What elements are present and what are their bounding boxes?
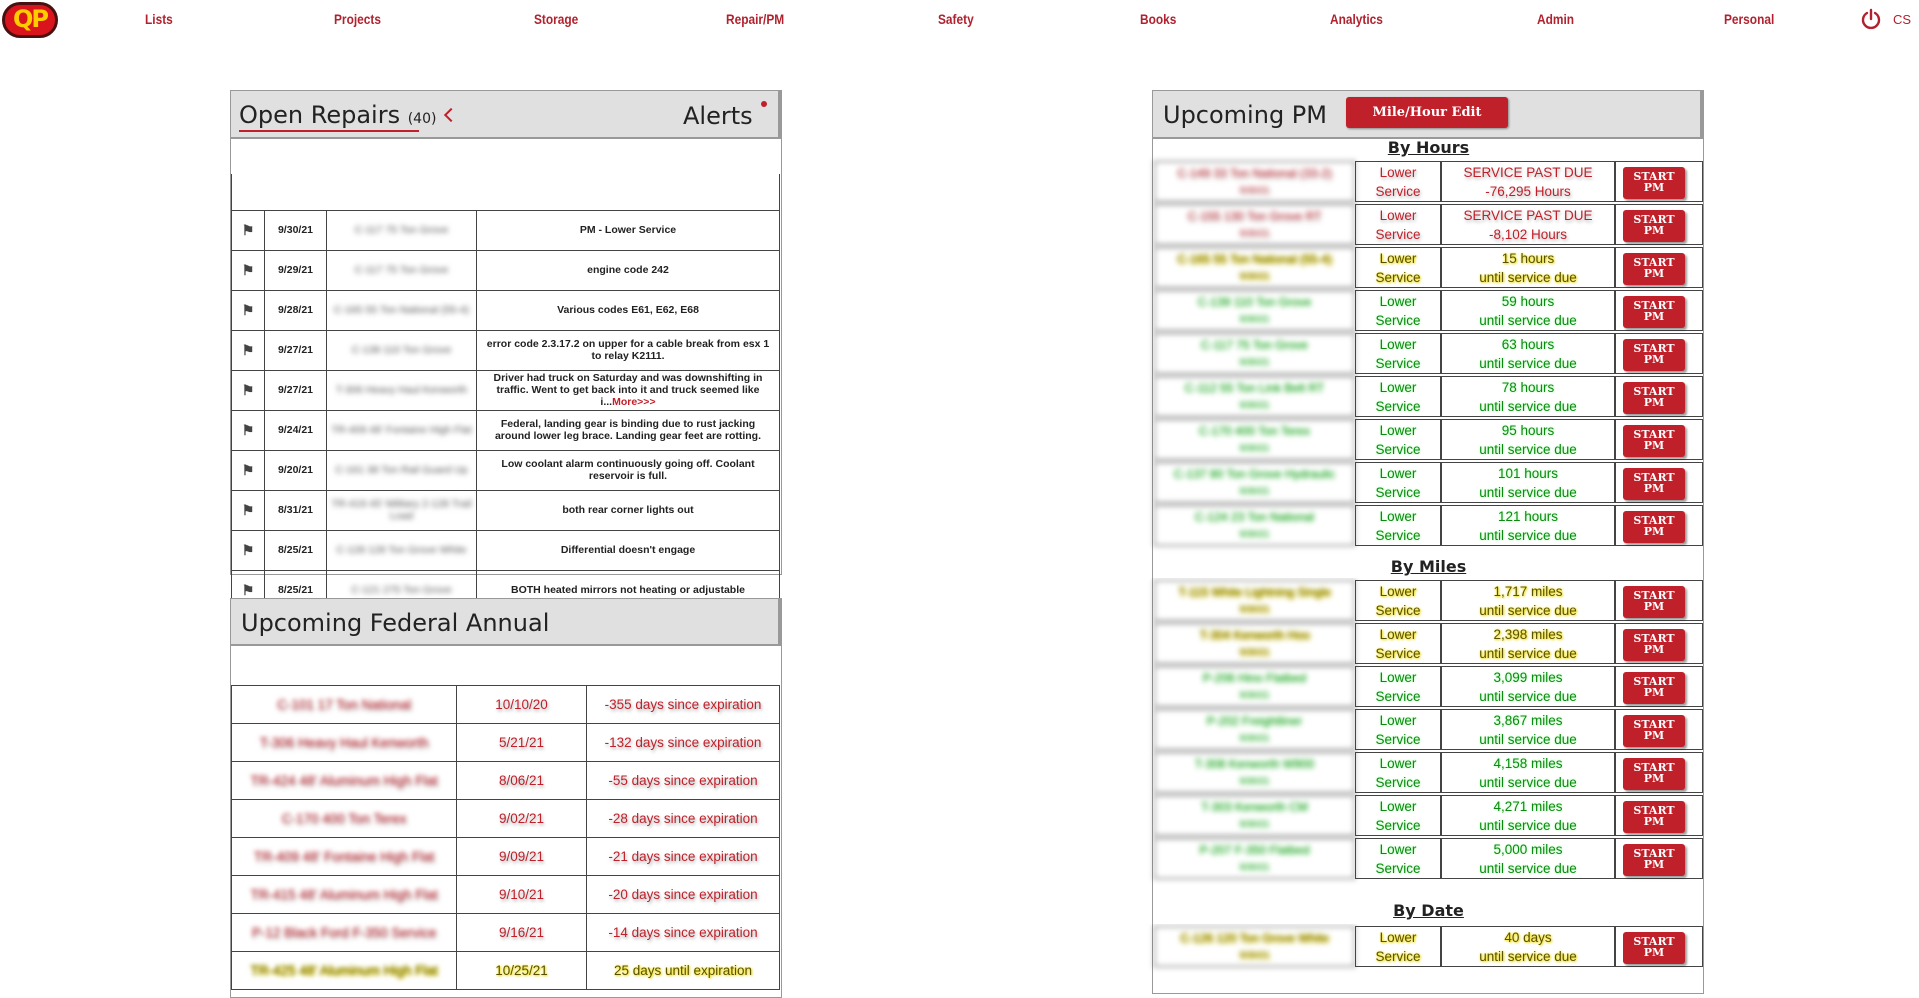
nav-admin[interactable]: Admin (1537, 11, 1575, 27)
by-date-label: By Date (1154, 901, 1703, 920)
pm-status: 3,867 miles until service due (1441, 709, 1615, 750)
by-hours-label: By Hours (1387, 138, 1470, 157)
mile-hour-edit-button[interactable]: Mile/Hour Edit (1346, 97, 1508, 128)
federal-date: 8/06/21 (457, 762, 587, 800)
qp-logo[interactable]: QP (2, 2, 58, 38)
pm-unit: C-137 80 Ton Grove Hydraulic 9/30/21 (1154, 462, 1355, 503)
pm-row[interactable] (1154, 290, 1703, 331)
pm-unit: P-202 Freightliner 9/30/21 (1154, 709, 1355, 750)
repair-description: PM - Lower Service (579, 224, 677, 236)
pm-service-type: Lower Service (1355, 926, 1441, 967)
start-pm-button[interactable]: START PM (1623, 801, 1685, 833)
pm-row[interactable] (1154, 709, 1703, 750)
pm-status: 4,271 miles until service due (1441, 795, 1615, 836)
pm-action-cell (1615, 623, 1703, 664)
pm-status: 3,099 miles until service due (1441, 666, 1615, 707)
federal-unit: C-101 17 Ton National (232, 686, 457, 724)
repair-unit: C-117 75 Ton Grove (354, 264, 449, 276)
nav-books[interactable]: Books (1140, 11, 1177, 27)
pm-row[interactable] (1154, 623, 1703, 664)
pm-unit: C-124 23 Ton National 9/30/21 (1154, 505, 1355, 546)
start-pm-button[interactable]: START PM (1623, 511, 1685, 543)
pm-service-type: Lower Service (1355, 752, 1441, 793)
pm-unit: C-170 400 Ton Terex 9/30/21 (1154, 419, 1355, 460)
pm-unit: C-126 120 Ton Grove White 9/30/21 (1154, 926, 1355, 967)
repair-description: Low coolant alarm continuously going off. Coolant reservoir is full. (501, 458, 755, 482)
repair-description: error code 2.3.17.2 on upper for a cable break from esx 1 to relay K2111. (486, 338, 770, 362)
federal-status: -20 days since expiration (587, 876, 780, 914)
pm-unit: P-206 Hino Flatbed 9/30/21 (1154, 666, 1355, 707)
pm-unit: P-207 F-350 Flatbed 9/30/21 (1154, 838, 1355, 879)
pm-status: 121 hours until service due (1441, 505, 1615, 546)
federal-date: 9/16/21 (457, 914, 587, 952)
pm-unit: C-165 55 Ton National (55-4) 9/30/21 (1154, 247, 1355, 288)
by-miles-label: By Miles (1154, 557, 1703, 576)
start-pm-button[interactable]: START PM (1623, 586, 1685, 618)
federal-status: -28 days since expiration (587, 800, 780, 838)
repair-unit: C-139 110 Ton Grove (351, 344, 452, 356)
start-pm-button[interactable]: START PM (1623, 932, 1685, 964)
pm-service-type: Lower Service (1355, 623, 1441, 664)
repair-description: Federal, landing gear is binding due to rust jacking around lower leg brace. Landing gear feet are rotting. (494, 418, 762, 442)
pm-status: SERVICE PAST DUE -8,102 Hours (1441, 204, 1615, 245)
repair-date: 8/31/21 (265, 490, 327, 530)
repair-date: 9/28/21 (265, 290, 327, 330)
pm-unit: C-149 33 Ton National (33-2) 9/30/21 (1154, 161, 1355, 202)
federal-unit: TR-409 48' Fontaine High Flat (232, 838, 457, 876)
federal-date: 10/25/21 (457, 952, 587, 990)
pm-action-cell (1615, 333, 1703, 374)
pm-row[interactable] (1154, 838, 1703, 879)
start-pm-button[interactable]: START PM (1623, 210, 1685, 242)
flag-icon[interactable]: ⚑ (241, 541, 255, 558)
by-date-list (0, 924, 1919, 976)
federal-status: -355 days since expiration (587, 686, 780, 724)
repair-description: BOTH heated mirrors not heating or adjustable (511, 584, 745, 596)
pm-row[interactable] (1154, 752, 1703, 793)
pm-action-cell (1615, 204, 1703, 245)
open-repairs-title[interactable]: Open Repairs (40) (239, 101, 437, 129)
pm-action-cell (1615, 462, 1703, 503)
pm-row[interactable] (1154, 795, 1703, 836)
repair-unit: C-128 128 Ton Grove White (336, 544, 467, 556)
flag-icon[interactable]: ⚑ (241, 501, 255, 518)
start-pm-button[interactable]: START PM (1623, 758, 1685, 790)
pm-unit: C-112 55 Ton Link Belt RT 9/30/21 (1154, 376, 1355, 417)
repair-date: 9/27/21 (265, 370, 327, 410)
pm-status: 78 hours until service due (1441, 376, 1615, 417)
pm-action-cell (1615, 666, 1703, 707)
repair-date: 9/24/21 (265, 410, 327, 450)
pm-status: 95 hours until service due (1441, 419, 1615, 460)
federal-unit: TR-415 48' Aluminum High Flat (232, 876, 457, 914)
repair-unit: T-306 Heavy Haul Kenworth (335, 384, 468, 396)
pm-service-type: Lower Service (1355, 666, 1441, 707)
flag-icon[interactable]: ⚑ (241, 421, 255, 438)
federal-status: -21 days since expiration (587, 838, 780, 876)
pm-status: SERVICE PAST DUE -76,295 Hours (1441, 161, 1615, 202)
repair-unit: C-161 38 Ton Rail Guard Up (335, 464, 468, 476)
repair-date: 8/25/21 (265, 530, 327, 570)
pm-status: 101 hours until service due (1441, 462, 1615, 503)
repair-date: 9/27/21 (265, 330, 327, 370)
federal-unit: TR-424 48' Aluminum High Flat (232, 762, 457, 800)
start-pm-button[interactable]: START PM (1623, 253, 1685, 285)
repair-description: Various codes E61, E62, E68 (557, 304, 699, 316)
nav-repair-pm[interactable]: Repair/PM (726, 11, 785, 27)
open-repairs-count: (40) (407, 111, 437, 127)
pm-row[interactable] (1154, 419, 1703, 460)
pm-status: 15 hours until service due (1441, 247, 1615, 288)
start-pm-button[interactable]: START PM (1623, 629, 1685, 661)
federal-unit: P-12 Black Ford F-350 Service (232, 914, 457, 952)
pm-row[interactable] (1154, 161, 1703, 202)
user-initials[interactable]: CS (1893, 12, 1912, 27)
pm-service-type: Lower Service (1355, 376, 1441, 417)
pm-action-cell (1615, 247, 1703, 288)
flag-icon[interactable]: ⚑ (241, 221, 255, 238)
pm-row[interactable] (1154, 204, 1703, 245)
repair-date: 9/20/21 (265, 450, 327, 490)
nav-personal[interactable]: Personal (1724, 11, 1775, 27)
start-pm-button[interactable]: START PM (1623, 715, 1685, 747)
pm-row[interactable] (1154, 333, 1703, 374)
pm-row[interactable] (1154, 505, 1703, 546)
pm-action-cell (1615, 709, 1703, 750)
repair-description: both rear corner lights out (562, 504, 694, 516)
start-pm-button[interactable]: START PM (1623, 296, 1685, 328)
pm-service-type: Lower Service (1355, 462, 1441, 503)
pm-unit: T-308 Kenworth W900 9/30/21 (1154, 752, 1355, 793)
repair-description: Differential doesn't engage (560, 544, 696, 556)
pm-action-cell (1615, 419, 1703, 460)
upcoming-pm-title: Upcoming PM (1163, 101, 1327, 129)
pm-status: 40 days until service due (1441, 926, 1615, 967)
federal-status: -132 days since expiration (587, 724, 780, 762)
pm-action-cell (1615, 926, 1703, 967)
start-pm-button[interactable]: START PM (1623, 672, 1685, 704)
flag-icon[interactable]: ⚑ (241, 581, 255, 598)
by-miles-list (0, 578, 1919, 902)
pm-unit: T-303 Kenworth CM 9/30/21 (1154, 795, 1355, 836)
pm-service-type: Lower Service (1355, 333, 1441, 374)
pm-action-cell (1615, 505, 1703, 546)
federal-status: 25 days until expiration (587, 952, 780, 990)
start-pm-button[interactable]: START PM (1623, 844, 1685, 876)
federal-status: -14 days since expiration (587, 914, 780, 952)
pm-row[interactable] (1154, 247, 1703, 288)
start-pm-button[interactable]: START PM (1623, 339, 1685, 371)
federal-date: 9/02/21 (457, 800, 587, 838)
pm-service-type: Lower Service (1355, 505, 1441, 546)
start-pm-button[interactable]: START PM (1623, 425, 1685, 457)
federal-date: 9/10/21 (457, 876, 587, 914)
nav-analytics[interactable]: Analytics (1330, 11, 1383, 27)
pm-unit: C-117 75 Ton Grove 9/30/21 (1154, 333, 1355, 374)
repair-unit: C-165 55 Ton National (55-4) (333, 304, 470, 316)
nav-storage[interactable]: Storage (534, 11, 579, 27)
federal-date: 5/21/21 (457, 724, 587, 762)
pm-action-cell (1615, 838, 1703, 879)
pm-service-type: Lower Service (1355, 795, 1441, 836)
pm-service-type: Lower Service (1355, 419, 1441, 460)
nav-safety[interactable]: Safety (938, 11, 974, 27)
nav-lists[interactable]: Lists (145, 11, 173, 27)
pm-service-type: Lower Service (1355, 161, 1441, 202)
pm-row[interactable] (1154, 666, 1703, 707)
repair-unit: C-117 75 Ton Grove (354, 224, 449, 236)
pm-action-cell (1615, 161, 1703, 202)
flag-icon[interactable]: ⚑ (241, 461, 255, 478)
repair-unit: TR-409 48' Fontaine High Flat (331, 424, 472, 436)
pm-status: 2,398 miles until service due (1441, 623, 1615, 664)
flag-icon[interactable]: ⚑ (241, 381, 255, 398)
repair-date: 9/30/21 (265, 210, 327, 250)
pm-service-type: Lower Service (1355, 838, 1441, 879)
start-pm-button[interactable]: START PM (1623, 167, 1685, 199)
pm-action-cell (1615, 752, 1703, 793)
alerts-tab[interactable]: Alerts (683, 102, 753, 130)
start-pm-button[interactable]: START PM (1623, 468, 1685, 500)
repair-unit: TR-419 45' Military 2-128 Trail Load (331, 498, 472, 522)
repair-date: 9/29/21 (265, 250, 327, 290)
pm-unit: T-115 White Lightning Single 9/30/21 (1154, 580, 1355, 621)
federal-date: 9/09/21 (457, 838, 587, 876)
pm-action-cell (1615, 795, 1703, 836)
pm-action-cell (1615, 376, 1703, 417)
pm-unit: T-304 Kenworth Hoo 9/30/21 (1154, 623, 1355, 664)
pm-row[interactable] (1154, 376, 1703, 417)
federal-status: -55 days since expiration (587, 762, 780, 800)
pm-status: 4,158 miles until service due (1441, 752, 1615, 793)
start-pm-button[interactable]: START PM (1623, 382, 1685, 414)
repair-unit: C-121 275 Ton Grove (351, 584, 452, 596)
pm-service-type: Lower Service (1355, 204, 1441, 245)
pm-row[interactable] (1154, 926, 1703, 967)
federal-unit: TR-425 48' Aluminum High Flat (232, 952, 457, 990)
pm-row[interactable] (1154, 580, 1703, 621)
pm-status: 1,717 miles until service due (1441, 580, 1615, 621)
flag-icon[interactable]: ⚑ (241, 341, 255, 358)
pm-status: 5,000 miles until service due (1441, 838, 1615, 879)
flag-icon[interactable]: ⚑ (241, 261, 255, 278)
flag-icon[interactable]: ⚑ (241, 301, 255, 318)
pm-service-type: Lower Service (1355, 709, 1441, 750)
pm-service-type: Lower Service (1355, 580, 1441, 621)
repair-description: engine code 242 (587, 264, 669, 276)
federal-unit: T-306 Heavy Haul Kenworth (232, 724, 457, 762)
pm-unit: C-139 110 Ton Grove 9/30/21 (1154, 290, 1355, 331)
pm-status: 63 hours until service due (1441, 333, 1615, 374)
pm-service-type: Lower Service (1355, 247, 1441, 288)
pm-action-cell (1615, 290, 1703, 331)
pm-action-cell (1615, 580, 1703, 621)
federal-annual-title: Upcoming Federal Annual (241, 609, 550, 637)
pm-service-type: Lower Service (1355, 290, 1441, 331)
repair-description: Driver had truck on Saturday and was downshifting in traffic. Went to get back into it and truck seemed like i... (493, 372, 763, 408)
pm-row[interactable] (1154, 462, 1703, 503)
federal-date: 10/10/20 (457, 686, 587, 724)
pm-unit: C-155 130 Ton Grove RT 9/30/21 (1154, 204, 1355, 245)
federal-unit: C-170 400 Ton Terex (232, 800, 457, 838)
pm-status: 59 hours until service due (1441, 290, 1615, 331)
more-link[interactable]: More>>> (612, 396, 656, 408)
nav-projects[interactable]: Projects (334, 11, 381, 27)
repair-date: 8/25/21 (265, 570, 327, 610)
